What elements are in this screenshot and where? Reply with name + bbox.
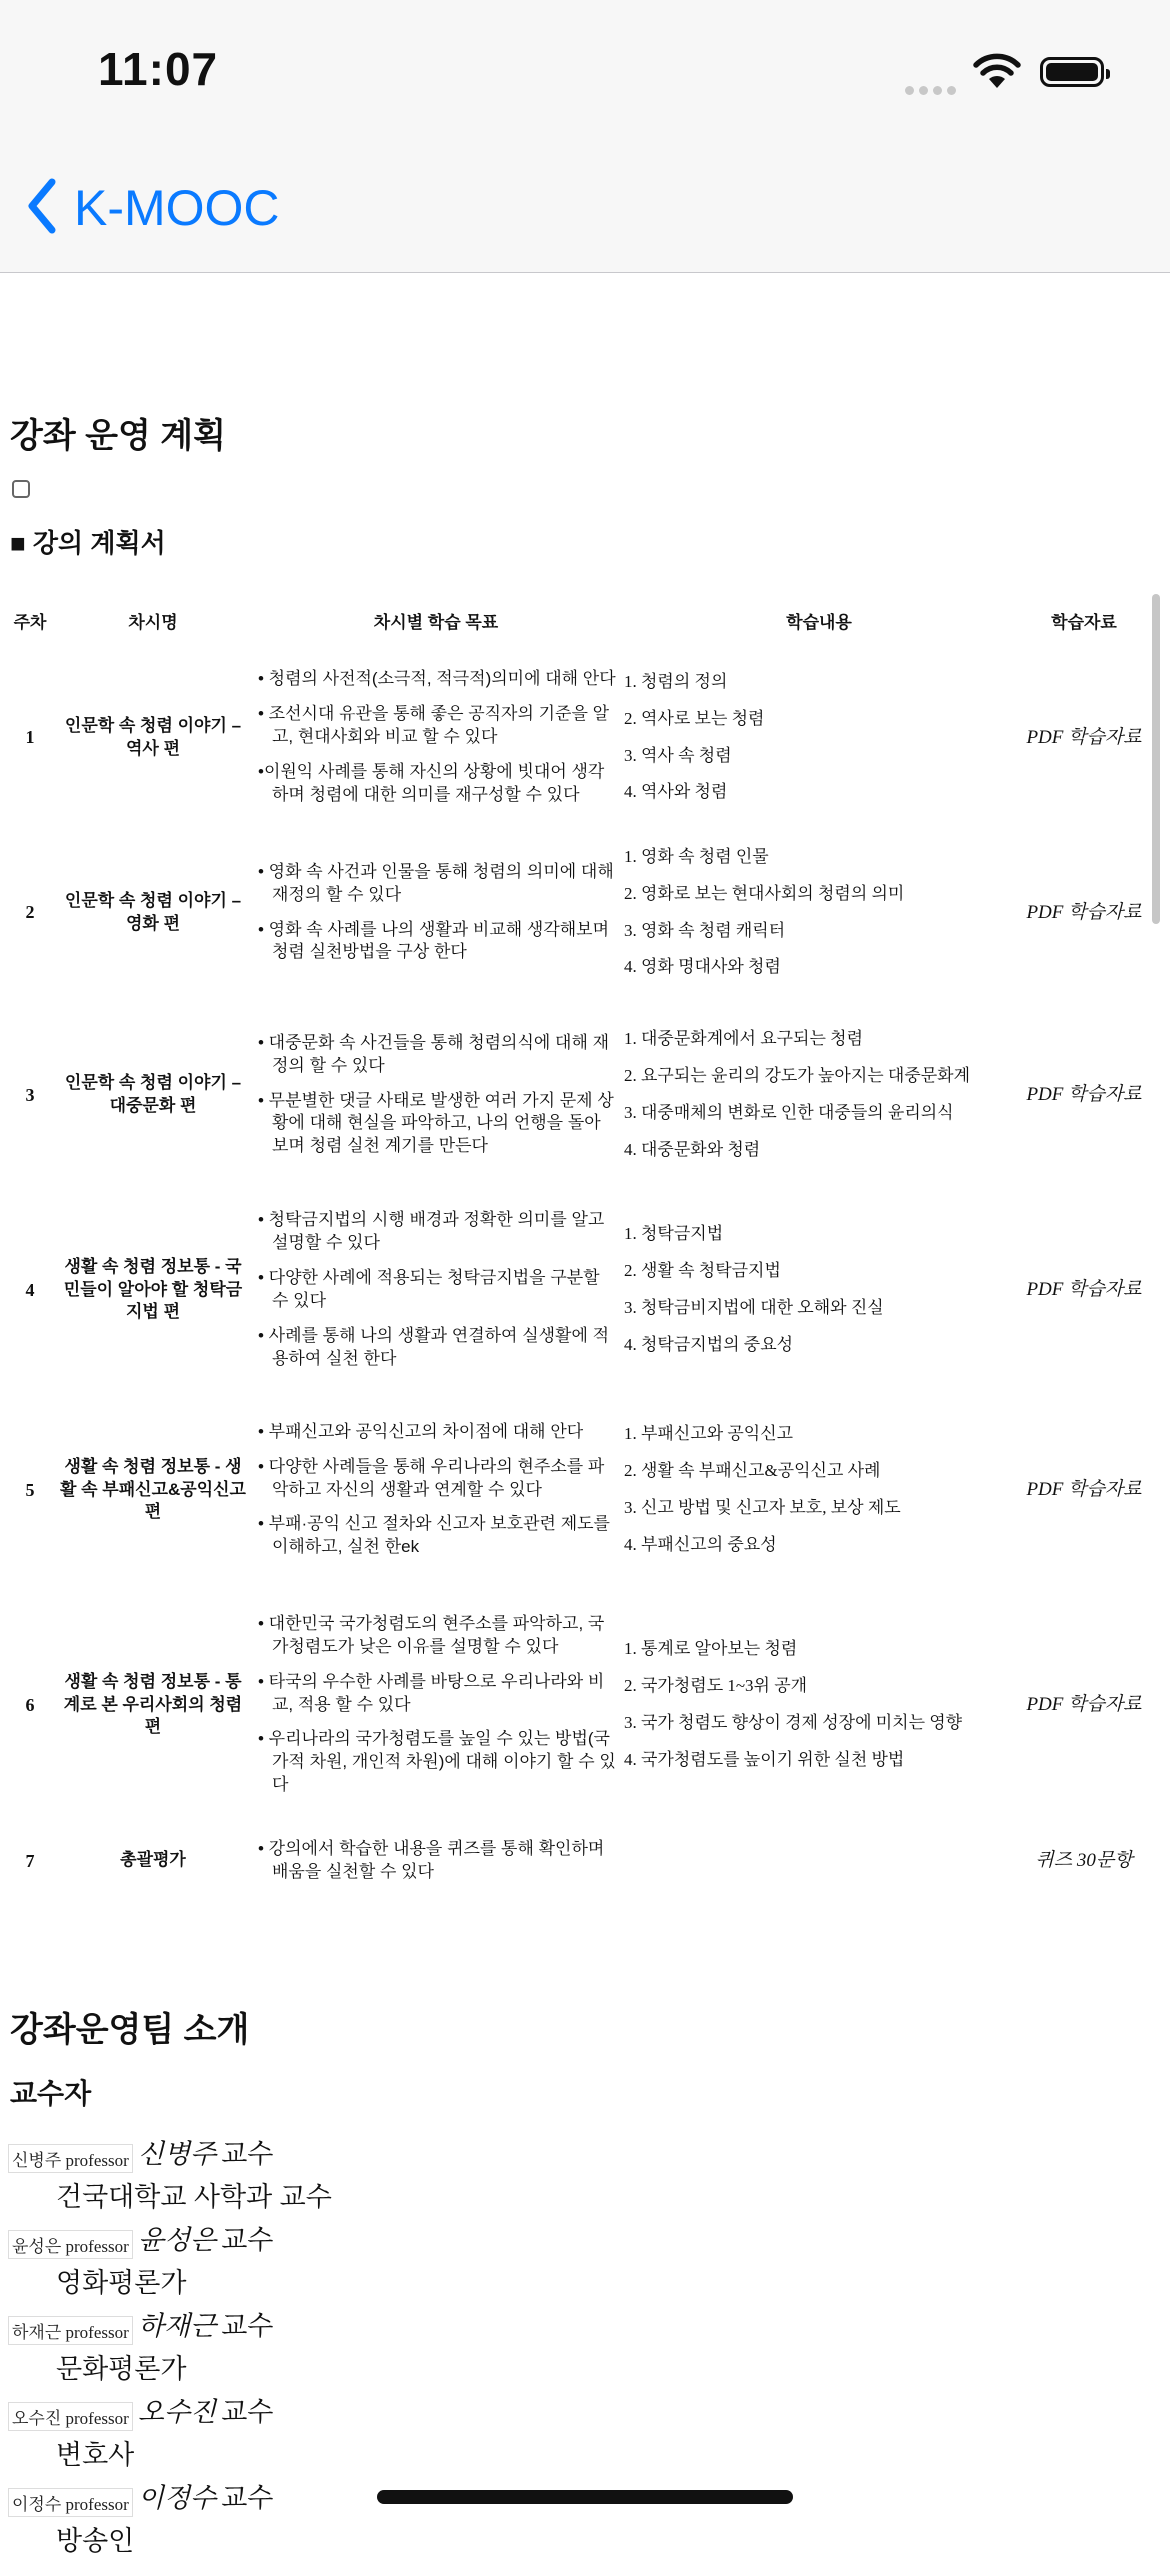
goals-cell xyxy=(252,1590,620,1820)
week-cell: 3 xyxy=(25,1084,35,1105)
goal-item: • 영화 속 사건과 인물을 통해 청렴의 의미에 대해 재정의 할 수 있다 xyxy=(258,861,614,904)
week-cell: 4 xyxy=(25,1279,35,1300)
goal-item: • 다양한 사례에 적용되는 청탁금지법을 구분할 수 있다 xyxy=(258,1268,600,1310)
contents-cell xyxy=(620,1000,1018,1190)
instructor-role: 교수 xyxy=(221,2397,274,2427)
instructor-photo: 신병주 professor xyxy=(8,2144,133,2173)
instructor-photo: 윤성은 professor xyxy=(8,2230,133,2259)
syllabus-heading: ■ 강의 계획서 xyxy=(10,528,166,558)
instructor-affiliation: 건국대학교 사학과 교수 xyxy=(56,2182,332,2212)
goal-item: • 대한민국 국가청렴도의 현주소를 파악하고, 국가청렴도가 낮은 이유를 설명할 수 있다 xyxy=(258,1613,605,1656)
goal-item: • 청탁금지법의 시행 배경과 정확한 의미를 알고 설명할 수 있다 xyxy=(258,1210,605,1253)
instructor-card xyxy=(8,2390,273,2472)
goal-item: • 타국의 우수한 사례를 바탕으로 우리나라와 비교, 적용 할 수 있다 xyxy=(258,1671,605,1714)
goal-item: • 영화 속 사례를 나의 생활과 비교해 생각해보며 청렴 실천방법을 구상 한다 xyxy=(258,919,610,962)
contents-cell xyxy=(620,1590,1018,1820)
instructor-affiliation: 문화평론가 xyxy=(56,2354,187,2384)
material-link[interactable]: 퀴즈 30문항 xyxy=(1035,1850,1133,1872)
content-item: 4. 청탁금지법의 중요성 xyxy=(624,1334,794,1354)
goals-cell xyxy=(252,650,620,825)
col-header-week: 주차 xyxy=(13,612,47,632)
session-title-cell: 인문학 속 청렴 이야기 – 영화 편 xyxy=(64,890,242,933)
table-row xyxy=(6,1390,1150,1590)
table-row xyxy=(6,650,1150,825)
content-item: 3. 신고 방법 및 신고자 보호, 보상 제도 xyxy=(624,1498,901,1517)
instructor-name: 윤성은 xyxy=(137,2225,217,2255)
week-cell: 5 xyxy=(25,1479,35,1500)
col-header-material: 학습자료 xyxy=(1051,612,1117,632)
week-cell: 2 xyxy=(25,902,35,923)
instructor-photo: 이정수 professor xyxy=(8,2488,133,2517)
session-title-cell: 생활 속 청렴 정보통 - 통계로 본 우리사회의 청렴 편 xyxy=(63,1671,243,1737)
session-title-cell: 인문학 속 청렴 이야기 – 대중문화 편 xyxy=(64,1073,242,1115)
battery-icon xyxy=(1040,57,1104,87)
instructor-name: 신병주 xyxy=(137,2139,217,2169)
home-indicator[interactable] xyxy=(377,2490,793,2504)
col-header-contents: 학습내용 xyxy=(786,612,852,632)
instructor-role: 교수 xyxy=(221,2483,274,2513)
contents-cell xyxy=(620,825,1018,1000)
session-title-cell: 인문학 속 청렴 이야기 – 역사 편 xyxy=(64,715,242,758)
goal-item: • 청렴의 사전적(소극적, 적극적)의미에 대해 안다 xyxy=(258,669,616,689)
material-link[interactable]: PDF 학습자료 xyxy=(1026,1479,1142,1501)
week-cell: 1 xyxy=(25,727,35,748)
goal-item: • 무분별한 댓글 사태로 발생한 여러 가지 문제 상황에 대해 현실을 파악하고, 나의 언행을 돌아보며 청렴 실천 계기를 만든다 xyxy=(258,1090,614,1156)
wifi-icon xyxy=(972,52,1022,94)
table-row xyxy=(6,1190,1150,1390)
content-item: 3. 역사 속 청렴 xyxy=(624,745,732,765)
contents-cell xyxy=(620,1390,1018,1590)
goals-cell xyxy=(252,1000,620,1190)
material-link[interactable]: PDF 학습자료 xyxy=(1026,901,1142,923)
content-item: 2. 생활 속 부패신고&공익신고 사례 xyxy=(624,1461,881,1481)
syllabus-table xyxy=(6,590,1150,1902)
cellular-signal-icon xyxy=(905,80,961,99)
instructor-name: 이정수 xyxy=(137,2483,217,2513)
goals-cell xyxy=(252,825,620,1000)
content-item: 1. 청렴의 정의 xyxy=(624,671,728,691)
instructor-role: 교수 xyxy=(221,2225,274,2255)
week-cell: 7 xyxy=(25,1850,35,1871)
goals-cell xyxy=(252,1390,620,1590)
content-item: 2. 생활 속 청탁금지법 xyxy=(624,1261,781,1281)
content-item: 2. 영화로 보는 현대사회의 청렴의 의미 xyxy=(624,883,905,903)
content-item: 3. 영화 속 청렴 캐릭터 xyxy=(624,920,786,940)
goal-item: • 부패신고와 공익신고의 차이점에 대해 안다 xyxy=(258,1421,584,1441)
table-row xyxy=(6,1820,1150,1902)
contents-cell xyxy=(620,1820,1018,1902)
content-item: 3. 대중매체의 변화로 인한 대중들의 윤리의식 xyxy=(624,1103,954,1122)
table-row xyxy=(6,825,1150,1000)
session-title-cell: 총괄평가 xyxy=(120,1850,186,1870)
goals-cell xyxy=(252,1820,620,1902)
instructor-role: 교수 xyxy=(221,2311,274,2341)
content-item: 4. 대중문화와 청렴 xyxy=(624,1139,761,1159)
content-item: 2. 요구되는 윤리의 강도가 높아지는 대중문화계 xyxy=(624,1066,971,1086)
status-bar xyxy=(0,0,1170,140)
instructor-card xyxy=(8,2218,273,2300)
col-header-title: 차시명 xyxy=(128,612,178,632)
instructor-role: 교수 xyxy=(221,2139,274,2169)
content-item: 3. 국가 청렴도 향상이 경제 성장에 미치는 영향 xyxy=(624,1713,963,1732)
instructor-affiliation: 방송인 xyxy=(56,2526,135,2556)
content-item: 1. 통계로 알아보는 청렴 xyxy=(624,1639,798,1659)
material-link[interactable]: PDF 학습자료 xyxy=(1026,726,1142,748)
back-button[interactable] xyxy=(24,176,280,240)
instructor-affiliation: 영화평론가 xyxy=(56,2268,187,2298)
content-item: 1. 대중문화계에서 요구되는 청렴 xyxy=(624,1029,863,1049)
goal-item: • 다양한 사례들을 통해 우리나라의 현주소를 파악하고 자신의 생활과 연계할 수 있다 xyxy=(258,1456,605,1499)
goal-item: •이원익 사례를 통해 자신의 상황에 빗대어 생각하며 청렴에 대한 의미를 재구성할 수 있다 xyxy=(258,761,605,804)
material-link[interactable]: PDF 학습자료 xyxy=(1026,1084,1142,1106)
session-title-cell: 생활 속 청렴 정보통 - 생활 속 부패신고&공익신고 편 xyxy=(60,1456,246,1522)
contents-cell xyxy=(620,650,1018,825)
goal-item: • 부패·공익 신고 절차와 신고자 보호관련 제도를 이해하고, 실천 한ek xyxy=(258,1514,610,1557)
content-item: 4. 국가청렴도를 높이기 위한 실천 방법 xyxy=(624,1749,905,1769)
content-item: 1. 청탁금지법 xyxy=(624,1224,724,1244)
content-item: 1. 영화 속 청렴 인물 xyxy=(624,846,769,866)
instructor-name: 하재근 xyxy=(137,2311,217,2341)
content-item: 4. 영화 명대사와 청렴 xyxy=(624,957,781,977)
team-title: 강좌운영팀 소개 xyxy=(10,2011,250,2049)
back-button-label: K-MOOC xyxy=(74,180,280,236)
goal-item: • 조선시대 유관을 통해 좋은 공직자의 기준을 알고, 현대사회와 비교 할 수 있다 xyxy=(258,704,610,747)
goal-item: • 대중문화 속 사건들을 통해 청렴의식에 대해 재정의 할 수 있다 xyxy=(258,1032,610,1075)
col-header-goals: 차시별 학습 목표 xyxy=(373,612,499,632)
goal-item: • 사례를 통해 나의 생활과 연결하여 실생활에 적용하여 실천 한다 xyxy=(258,1325,610,1368)
table-header-row xyxy=(6,590,1150,650)
instructors-heading: 교수자 xyxy=(10,2078,92,2109)
page-title: 강좌 운영 계획 xyxy=(10,417,226,455)
goal-item: • 강의에서 학습한 내용을 퀴즈를 통해 확인하며 배움을 실천할 수 있다 xyxy=(258,1839,605,1881)
instructor-photo: 오수진 professor xyxy=(8,2402,133,2431)
navigation-bar xyxy=(0,140,1170,273)
week-cell: 6 xyxy=(25,1694,35,1715)
status-time: 11:07 xyxy=(98,43,219,95)
instructor-card xyxy=(8,2476,273,2558)
instructor-affiliation: 변호사 xyxy=(56,2440,135,2470)
session-title-cell: 생활 속 청렴 정보통 - 국민들이 알아야 할 청탁금지법 편 xyxy=(63,1256,243,1322)
material-link[interactable]: PDF 학습자료 xyxy=(1026,1694,1142,1716)
instructor-card xyxy=(8,2132,332,2214)
table-row xyxy=(6,1590,1150,1820)
content-item: 4. 부패신고의 중요성 xyxy=(624,1534,777,1554)
content-item: 3. 청탁금비지법에 대한 오해와 진실 xyxy=(624,1298,884,1317)
goal-item: • 우리나라의 국가청렴도를 높일 수 있는 방법(국가적 차원, 개인적 차원)에 대해 이야기 할 수 있다 xyxy=(258,1729,616,1795)
instructor-name: 오수진 xyxy=(137,2397,217,2427)
instructor-card xyxy=(8,2304,273,2386)
scrollbar[interactable] xyxy=(1152,594,1160,924)
content-item: 2. 역사로 보는 청렴 xyxy=(624,708,765,728)
chevron-left-icon xyxy=(24,176,60,240)
content-item: 2. 국가청렴도 1~3위 공개 xyxy=(624,1676,808,1696)
instructor-photo: 하재근 professor xyxy=(8,2316,133,2345)
contents-cell xyxy=(620,1190,1018,1390)
goals-cell xyxy=(252,1190,620,1390)
material-link[interactable]: PDF 학습자료 xyxy=(1026,1279,1142,1301)
content-item: 4. 역사와 청렴 xyxy=(624,782,728,802)
table-row xyxy=(6,1000,1150,1190)
checkbox[interactable] xyxy=(12,480,30,498)
content-item: 1. 부패신고와 공익신고 xyxy=(624,1424,794,1444)
